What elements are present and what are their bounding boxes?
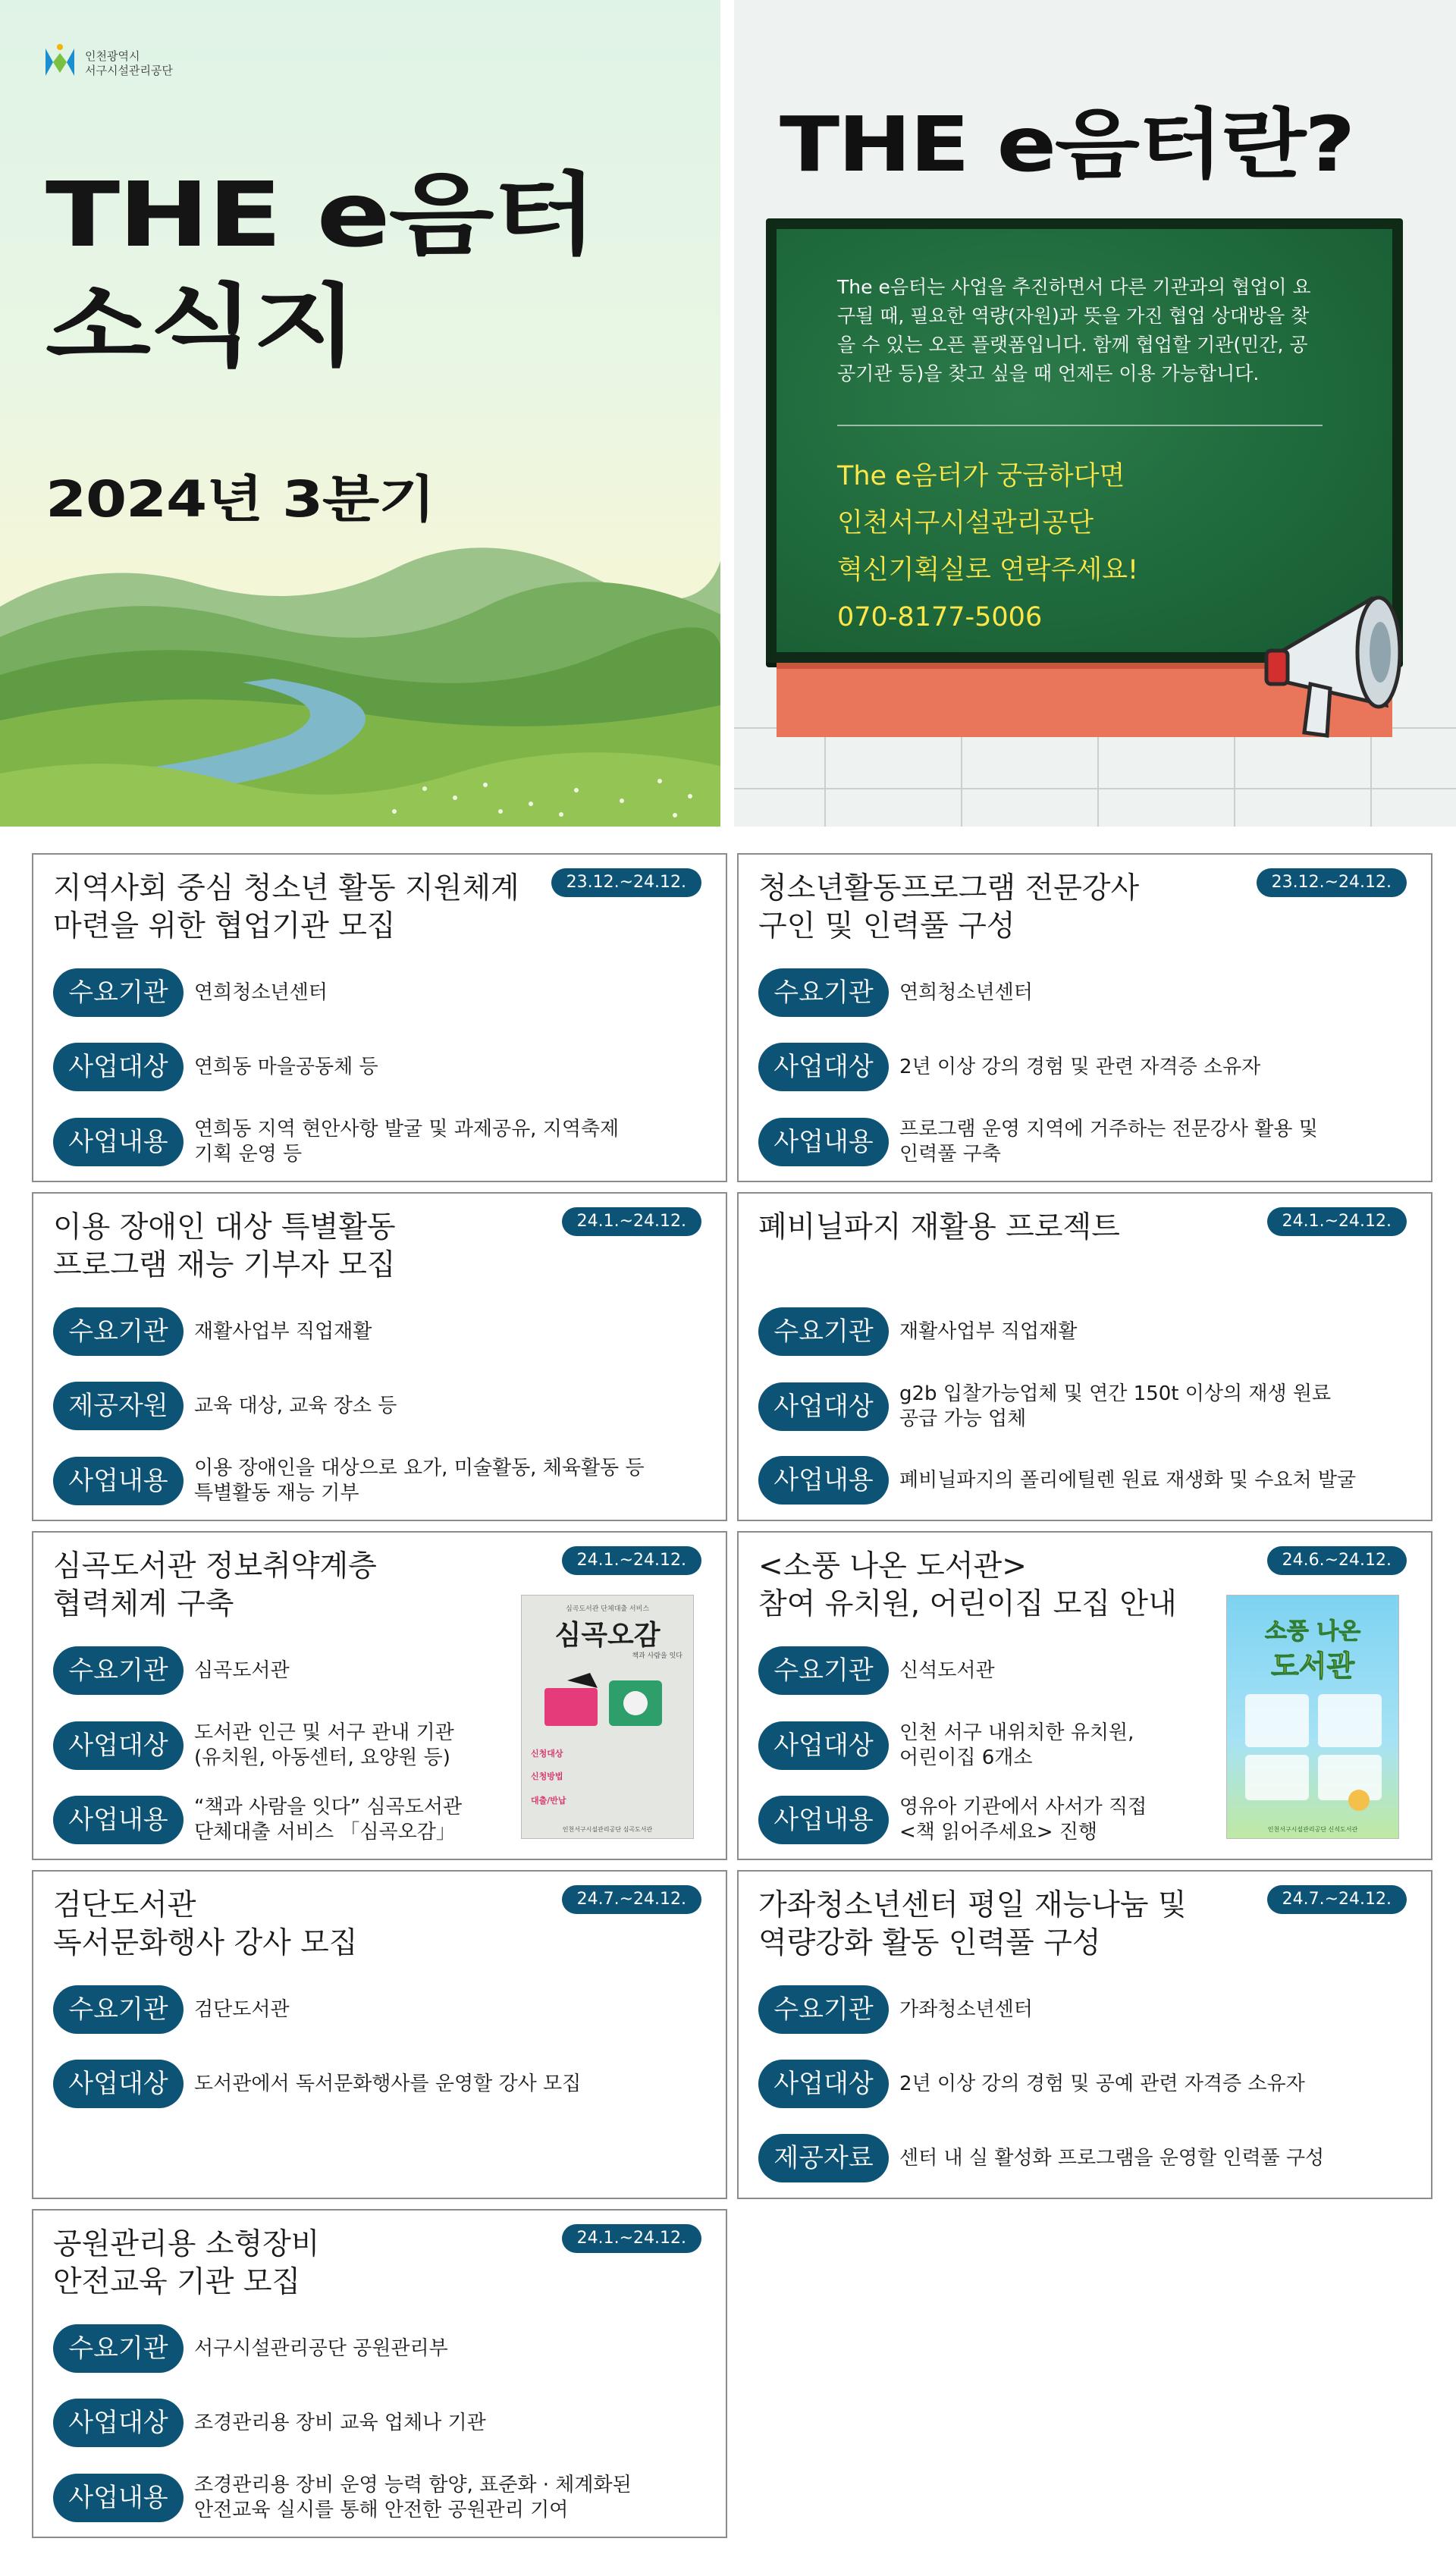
row-value: 센터 내 실 활성화 프로그램을 운영할 인력풀 구성	[899, 2146, 1325, 2170]
row-label: 사업내용	[758, 1118, 889, 1166]
listing-title: 이용 장애인 대상 특별활동 프로그램 재능 기부자 모집	[53, 1210, 396, 1282]
listing-title: 청소년활동프로그램 전문강사 구인 및 인력풀 구성	[758, 871, 1140, 943]
row-label: 사업대상	[758, 1382, 889, 1431]
row-label: 사업대상	[758, 1043, 889, 1091]
contact-line-3: 혁신기획실로 연락주세요!	[837, 555, 1139, 585]
info-row	[758, 1117, 1318, 1167]
row-value: 신석도서관	[899, 1658, 995, 1682]
row-value: 심곡도서관	[194, 1658, 290, 1682]
row-value: 2년 이상 강의 경험 및 공예 관련 자격증 소유자	[899, 2072, 1305, 2095]
info-row	[758, 1456, 1356, 1505]
poster-illustration	[537, 1665, 681, 1741]
listing-card[interactable]	[32, 1870, 727, 2199]
info-row	[758, 1985, 1033, 2034]
info-row	[758, 1795, 1147, 1845]
info-row	[53, 1456, 645, 1506]
info-row	[53, 2399, 486, 2447]
newsletter-title: THE e음터	[46, 162, 596, 267]
row-value: 연희동 마을공동체 등	[194, 1055, 378, 1078]
chalk-divider	[837, 425, 1323, 426]
poster-footer: 인천서구시설관리공단 심곡도서관	[562, 1826, 653, 1833]
info-row	[758, 968, 1033, 1017]
listing-title: 지역사회 중심 청소년 활동 지원체계 마련을 위한 협업기관 모집	[53, 871, 519, 943]
info-row	[758, 1646, 995, 1695]
row-value: 가좌청소년센터	[899, 1997, 1033, 2021]
row-value: 교육 대상, 교육 장소 등	[194, 1394, 397, 1417]
info-row	[758, 1307, 1077, 1356]
listing-card[interactable]	[32, 853, 727, 1182]
row-label: 제공자원	[53, 1382, 184, 1430]
listing-title: 가좌청소년센터 평일 재능나눔 및 역량강화 활동 인력풀 구성	[758, 1888, 1187, 1960]
row-value: 연희청소년센터	[899, 981, 1033, 1004]
contact-line-2: 인천서구시설관리공단	[837, 508, 1094, 538]
info-row	[758, 2060, 1305, 2108]
row-value: “책과 사람을 잇다” 심곡도서관 단체대출 서비스 「심곡오감」	[194, 1796, 463, 1843]
info-row	[53, 1646, 290, 1695]
row-label: 사업내용	[53, 1457, 184, 1505]
row-label: 수요기관	[758, 1985, 889, 2034]
listing-title: 폐비닐파지 재활용 프로젝트	[758, 1210, 1120, 1244]
poster-section-3: 대출/반납	[531, 1796, 566, 1806]
landscape-illustration	[0, 523, 720, 827]
info-row	[53, 2060, 581, 2108]
contact-line-1: The e음터가 궁금하다면	[837, 461, 1125, 491]
period-badge: 24.1.~24.12.	[562, 1546, 701, 1575]
listing-card[interactable]	[737, 1531, 1432, 1860]
row-label: 사업대상	[53, 1043, 184, 1091]
row-label: 사업대상	[758, 1721, 889, 1770]
row-value: 검단도서관	[194, 1997, 290, 2021]
row-value: 인천 서구 내위치한 유치원, 어린이집 6개소	[899, 1721, 1134, 1769]
row-label: 사업내용	[53, 2474, 184, 2522]
row-value: 연희동 지역 현안사항 발굴 및 과제공유, 지역축제 기획 운영 등	[194, 1118, 620, 1166]
row-label: 사업대상	[53, 1721, 184, 1770]
info-row	[53, 2324, 448, 2373]
row-label: 수요기관	[53, 1985, 184, 2034]
row-label: 사업대상	[53, 2060, 184, 2108]
intro-heading: THE e음터란?	[780, 100, 1354, 189]
poster-section-1: 신청대상	[531, 1749, 563, 1759]
info-row	[758, 1382, 1331, 1432]
info-row	[758, 1721, 1134, 1771]
row-value: 폐비닐파지의 폴리에틸렌 원료 재생화 및 수요처 발굴	[899, 1468, 1357, 1492]
listing-card[interactable]	[32, 2209, 727, 2538]
hero-left-panel	[0, 0, 720, 827]
listing-title: 검단도서관 독서문화행사 강사 모집	[53, 1888, 358, 1960]
row-label: 수요기관	[53, 2324, 184, 2373]
row-label: 사업내용	[53, 1796, 184, 1844]
hero-right-panel	[734, 0, 1456, 827]
poster-subtitle: 책과 사람을 잇다	[632, 1652, 682, 1660]
row-value: 도서관 인근 및 서구 관내 기관 (유치원, 아동센터, 요양원 등)	[194, 1721, 454, 1769]
contact-info	[837, 453, 1138, 641]
row-label: 사업내용	[758, 1456, 889, 1505]
period-badge: 23.12.~24.12.	[1257, 868, 1407, 897]
listing-title: 심곡도서관 정보취약계층 협력체계 구축	[53, 1549, 377, 1621]
listing-card[interactable]	[737, 1870, 1432, 2199]
row-label: 사업내용	[53, 1118, 184, 1166]
info-row	[53, 2473, 632, 2523]
poster-top-text: 심곡도서관 단체대출 서비스	[565, 1605, 650, 1613]
row-label: 수요기관	[758, 1646, 889, 1695]
info-row	[53, 1382, 397, 1430]
contact-phone: 070-8177-5006	[837, 602, 1043, 632]
row-value: 연희청소년센터	[194, 981, 328, 1004]
row-value: 조경관리용 장비 운영 능력 함양, 표준화 · 체계화된 안전교육 실시를 통해 안전한 공원관리 기여	[194, 2474, 632, 2521]
info-row	[53, 1985, 290, 2034]
info-row	[53, 1117, 619, 1167]
row-value: 2년 이상 강의 경험 및 관련 자격증 소유자	[899, 1055, 1261, 1078]
organization-logo	[42, 42, 173, 85]
picnic-library-poster-image	[1226, 1595, 1399, 1839]
row-label: 사업대상	[53, 2399, 184, 2447]
period-badge: 24.7.~24.12.	[1267, 1885, 1407, 1914]
row-label: 수요기관	[53, 968, 184, 1017]
listing-title: <소풍 나온 도서관> 참여 유치원, 어린이집 모집 안내	[758, 1549, 1177, 1621]
row-value: 재활사업부 직업재활	[194, 1319, 372, 1343]
row-label: 수요기관	[53, 1307, 184, 1356]
poster-section-2: 신청방법	[531, 1771, 563, 1781]
period-badge: 24.6.~24.12.	[1267, 1546, 1407, 1575]
row-value: 영유아 기관에서 사서가 직접 <책 읽어주세요> 진행	[899, 1796, 1147, 1843]
listing-card[interactable]	[737, 853, 1432, 1182]
row-label: 제공자료	[758, 2134, 889, 2182]
org-name-line1: 인천광역시	[85, 49, 140, 63]
listing-card[interactable]	[737, 1192, 1432, 1521]
period-badge: 24.1.~24.12.	[562, 1207, 701, 1236]
row-value: 서구시설관리공단 공원관리부	[194, 2336, 448, 2360]
row-value: g2b 입찰가능업체 및 연간 150t 이상의 재생 원료 공급 가능 업체	[899, 1382, 1332, 1430]
poster-title-2: 도서관	[1270, 1649, 1355, 1683]
info-row	[758, 2134, 1324, 2182]
org-name-line2: 서구시설관리공단	[85, 64, 173, 77]
period-badge: 24.1.~24.12.	[562, 2224, 701, 2253]
period-badge: 24.1.~24.12.	[1267, 1207, 1407, 1236]
period-badge: 23.12.~24.12.	[551, 868, 701, 897]
listing-card[interactable]	[32, 1531, 727, 1860]
info-row	[53, 1307, 372, 1356]
poster-title-1: 소풍 나온	[1264, 1618, 1361, 1645]
row-value: 조경관리용 장비 교육 업체나 기관	[194, 2411, 486, 2434]
row-value: 이용 장애인을 대상으로 요가, 미술활동, 체육활동 등 특별활동 재능 기부	[194, 1457, 645, 1505]
info-row	[53, 1043, 378, 1091]
poster-illustration	[1238, 1687, 1389, 1815]
info-row	[758, 1043, 1260, 1091]
poster-title: 심곡오감	[554, 1620, 661, 1651]
logo-mark-icon	[42, 42, 77, 85]
simgok-poster-image	[521, 1595, 694, 1839]
row-label: 수요기관	[758, 1307, 889, 1356]
row-value: 프로그램 운영 지역에 거주하는 전문강사 활용 및 인력풀 구축	[899, 1118, 1318, 1166]
info-row	[53, 968, 328, 1017]
row-label: 사업대상	[758, 2060, 889, 2108]
megaphone-icon	[1257, 584, 1417, 751]
poster-footer: 인천서구시설관리공단 신석도서관	[1267, 1826, 1358, 1833]
row-label: 수요기관	[53, 1646, 184, 1695]
listing-title: 공원관리용 소형장비 안전교육 기관 모집	[53, 2227, 320, 2299]
row-label: 사업내용	[758, 1796, 889, 1844]
issue-quarter: 2024년 3분기	[46, 470, 435, 529]
period-badge: 24.7.~24.12.	[562, 1885, 701, 1914]
newsletter-subtitle: 소식지	[46, 274, 356, 378]
info-row	[53, 1795, 462, 1845]
row-value: 재활사업부 직업재활	[899, 1319, 1078, 1343]
row-label: 수요기관	[758, 968, 889, 1017]
platform-description: The e음터는 사업을 추진하면서 다른 기관과의 협업이 요구될 때, 필요한 역량(자원)과 뜻을 가진 협업 상대방을 찾을 수 있는 오픈 플랫폼입니다. 함께 협업할 기관(민간, 공공기관 등)을 찾고 싶을 때 언제든 이용 가능합니다.	[837, 276, 1311, 384]
listing-card[interactable]	[32, 1192, 727, 1521]
info-row	[53, 1721, 454, 1771]
row-value: 도서관에서 독서문화행사를 운영할 강사 모집	[194, 2072, 582, 2095]
